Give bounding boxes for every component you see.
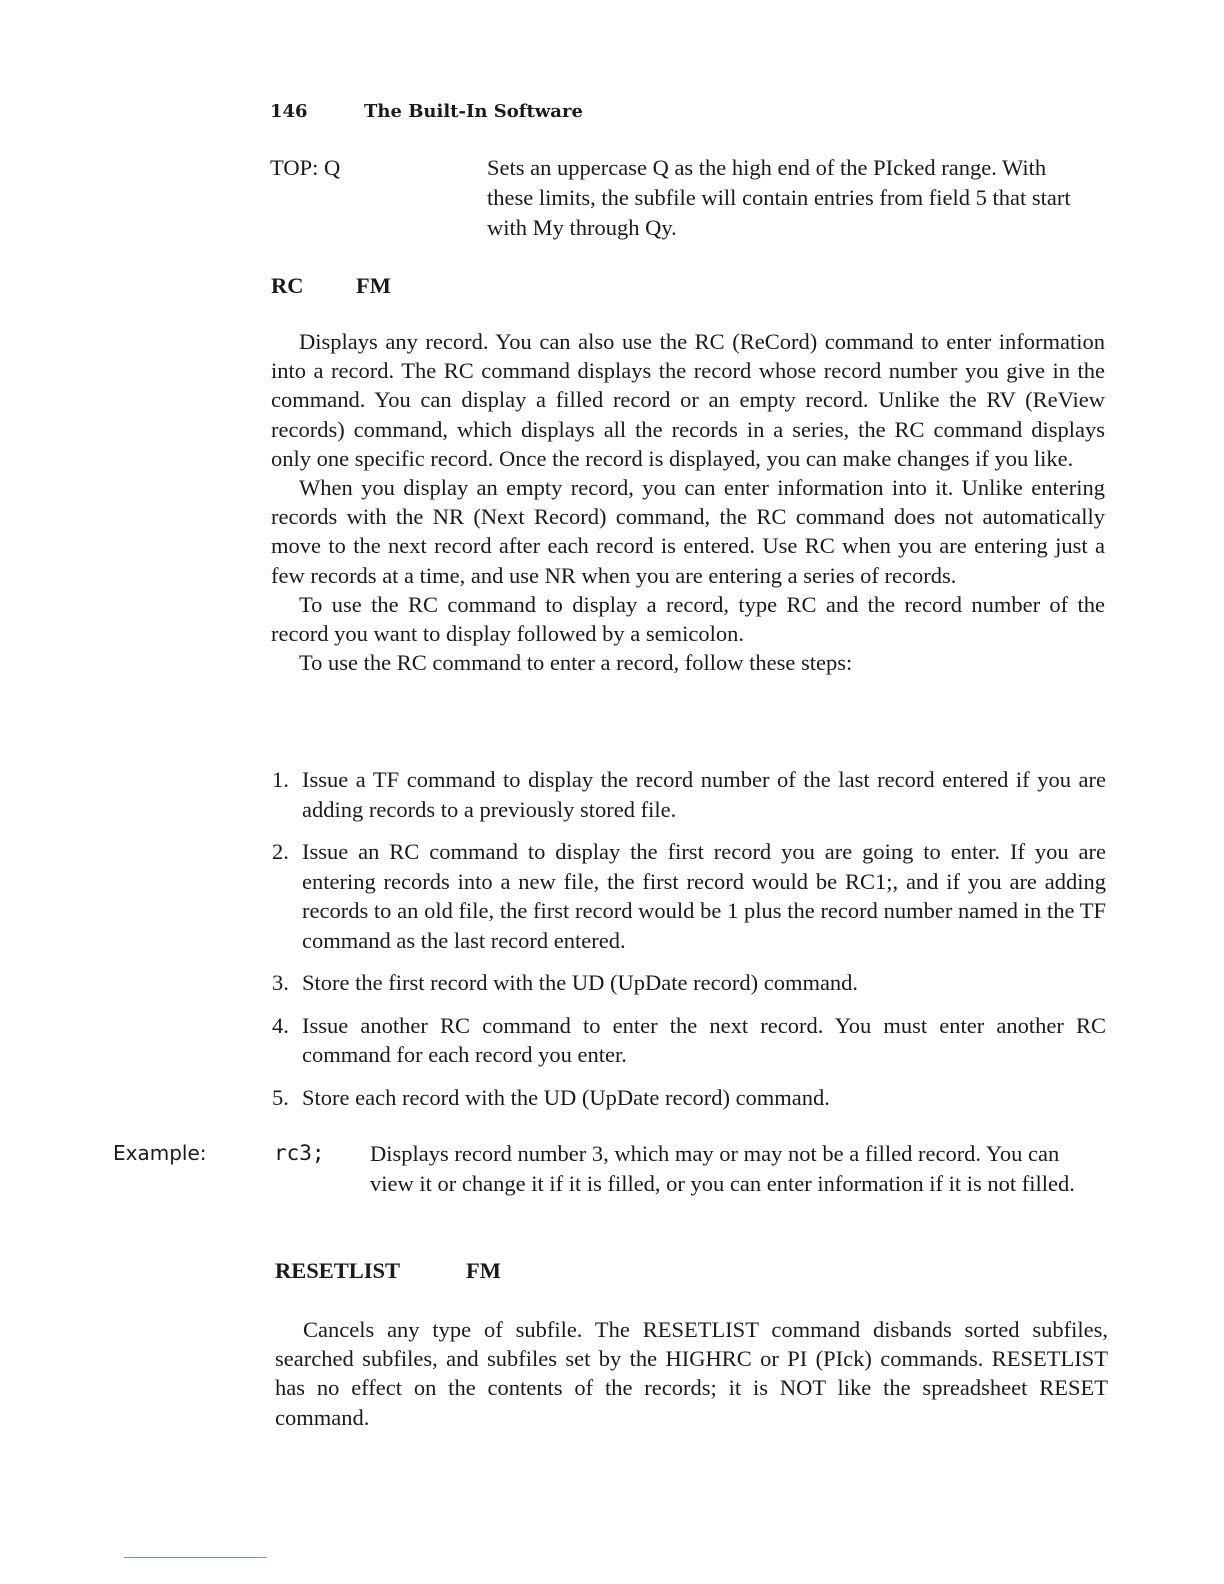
- step-text: Store each record with the UD (UpDate record) command.: [302, 1084, 830, 1110]
- command-mode: FM: [356, 273, 391, 298]
- steps-list: [272, 765, 1106, 1125]
- top-definition: [270, 153, 1100, 245]
- footnote-rule: [124, 1557, 267, 1558]
- example-code: rc3;: [274, 1141, 325, 1165]
- resetlist-description: [275, 1315, 1108, 1432]
- command-name: RESETLIST: [275, 1258, 401, 1283]
- example-label: Example:: [113, 1141, 207, 1165]
- paragraph: To use the RC command to display a record, type RC and the record number of the record you want to display followed by a semicolon.: [271, 591, 1105, 647]
- step-number: 5.: [272, 1084, 289, 1110]
- list-item: [272, 968, 1106, 998]
- step-text: Issue another RC command to enter the next record. You must enter another RC command for each record you enter.: [302, 1012, 1106, 1067]
- list-item: [272, 1011, 1106, 1070]
- step-text: Store the first record with the UD (UpDate record) command.: [302, 970, 859, 995]
- page-number: 146: [270, 101, 308, 122]
- example-description: Displays record number 3, which may or may not be a filled record. You can view it or change it if it is filled, or you can enter information if it is not filled.: [370, 1141, 1075, 1196]
- paragraph: Displays any record. You can also use the RC (ReCord) command to enter information into a record. The RC command displays the record whose record number you give in the command. You can display a filled record or an empty record. Unlike the RV (ReView records) command, which displays all the records in a series, the RC command displays only one specific record. Once the record is displayed, you can make changes if you like.: [271, 329, 1105, 471]
- command-name: RC: [271, 273, 304, 298]
- list-item: [272, 837, 1106, 955]
- step-number: 2.: [272, 839, 289, 864]
- list-item: [272, 1083, 1106, 1113]
- step-text: Issue an RC command to display the first record you are going to enter. If you are entering records into a new file, the first record would be RC1;, and if you are adding records to an old file, the first record would be 1 plus the record number named in the TF command as the last record entered.: [302, 839, 1106, 953]
- resetlist-command-heading: [275, 1258, 501, 1284]
- step-number: 1.: [272, 767, 289, 792]
- chapter-title: The Built-In Software: [364, 101, 583, 122]
- rc-description: [271, 327, 1105, 677]
- command-mode: FM: [466, 1258, 501, 1283]
- step-text: Issue a TF command to display the record number of the last record entered if you are adding records to a previously stored file.: [302, 767, 1106, 822]
- paragraph: To use the RC command to enter a record, follow these steps:: [299, 650, 853, 676]
- running-head: [270, 101, 583, 122]
- paragraph: When you display an empty record, you can enter information into it. Unlike entering records with the NR (Next Record) command, the RC command does not automatically move to the next record after each record is entered. Use RC when you are entering just a few records at a time, and use NR when you are entering a series of records.: [271, 475, 1105, 588]
- step-number: 4.: [272, 1012, 289, 1038]
- definition-description: Sets an uppercase Q as the high end of the PIcked range. With these limits, the subfile will contain entries from field 5 that start with My through Qy.: [487, 155, 1071, 240]
- paragraph: Cancels any type of subfile. The RESETLIST command disbands sorted subfiles, searched subfiles, and subfiles set by the HIGHRC or PI (PIck) commands. RESETLIST has no effect on the contents of the records; it is NOT like the spreadsheet RESET command.: [275, 1317, 1108, 1430]
- step-number: 3.: [272, 970, 289, 995]
- definition-term: TOP: Q: [270, 155, 341, 180]
- list-item: [272, 765, 1106, 824]
- rc-command-heading: [271, 273, 391, 299]
